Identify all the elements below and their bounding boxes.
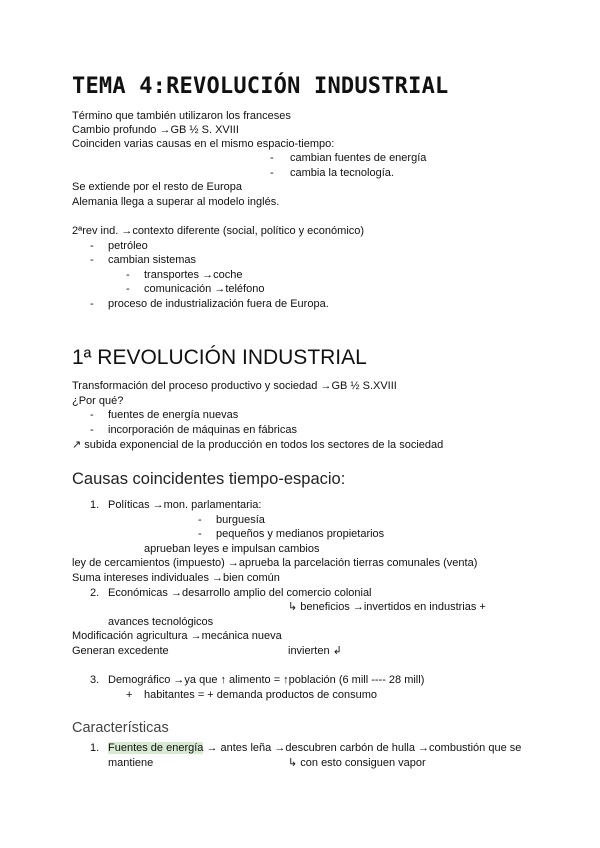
intro-line-5: Alemania llega a superar al modelo inglés. [72, 196, 280, 208]
list-number: 1. [90, 742, 100, 754]
causa-text: ley de cercamientos (impuesto) →aprueba la parcelación tierras comunales (venta) [72, 557, 478, 569]
caracteristica-text: ↳ con esto consiguen vapor [288, 757, 426, 769]
bullet-dash: - [270, 167, 274, 179]
highlighted-text: Fuentes de energía [108, 742, 204, 754]
causa-text: Suma intereses individuales →bien común [72, 572, 280, 584]
intro-line-2: Cambio profundo →GB ½ S. XVIII [72, 124, 239, 136]
section-line-3: ↗ subida exponencial de la producción en todos los sectores de la sociedad [72, 439, 444, 451]
section-heading: 1ª REVOLUCIÓN INDUSTRIAL [72, 346, 367, 369]
plus-marker: + [126, 689, 133, 701]
bullet-dash: - [90, 254, 94, 266]
causa-text: invierten ↲ [288, 645, 342, 657]
bullet-dash: - [198, 528, 202, 540]
bullet-dash: - [90, 409, 94, 421]
intro-line-4: Se extiende por el resto de Europa [72, 181, 243, 193]
page-title: TEMA 4:REVOLUCIÓN INDUSTRIAL [72, 74, 449, 99]
causa-text: ↳ beneficios →invertidos en industrias + [288, 601, 486, 613]
intro-bullet-7: proceso de industrialización fuera de Europa. [108, 298, 329, 310]
bullet-dash: - [198, 514, 202, 526]
caracteristicas-heading: Características [72, 720, 169, 736]
bullet-dash: - [90, 424, 94, 436]
bullet-dash: - [126, 283, 130, 295]
section-bullet-2: incorporación de máquinas en fábricas [108, 424, 297, 436]
list-number: 3. [90, 674, 100, 686]
causa-text: avances tecnológicos [108, 616, 214, 628]
caracteristica-text: mantiene [108, 757, 154, 769]
section-bullet-1: fuentes de energía nuevas [108, 409, 239, 421]
causa-text: Generan excedente [72, 645, 169, 657]
causa-text: habitantes = + demanda productos de consumo [144, 689, 377, 701]
caracteristica-line [108, 742, 521, 755]
causa-text: Modificación agricultura →mecánica nueva [72, 630, 282, 642]
bullet-dash: - [126, 269, 130, 281]
intro-bullet-1: cambian fuentes de energía [290, 152, 427, 164]
intro-line-1: Término que también utilizaron los franceses [72, 110, 291, 122]
intro-bullet-5: transportes →coche [144, 269, 243, 281]
intro-bullet-6: comunicación →teléfono [144, 283, 265, 295]
bullet-dash: - [90, 298, 94, 310]
causa-text: aprueban leyes e impulsan cambios [144, 543, 320, 555]
section-line-2: ¿Por qué? [72, 395, 124, 407]
causa-politicas: Políticas →mon. parlamentaria: [108, 499, 262, 511]
list-number: 1. [90, 499, 100, 511]
intro-bullet-2: cambia la tecnología. [290, 167, 394, 179]
causas-heading: Causas coincidentes tiempo-espacio: [72, 470, 346, 488]
intro-bullet-3: petróleo [108, 240, 148, 252]
intro-line-3: Coinciden varias causas en el mismo espacio-tiempo: [72, 138, 335, 150]
intro-bullet-4: cambian sistemas [108, 254, 197, 266]
caracteristica-text: → antes leña →descubren carbón de hulla →combustión que se [203, 742, 522, 754]
causa-bullet-1: burguesía [216, 514, 265, 526]
intro-line-6: 2ªrev ind. →contexto diferente (social, político y económico) [72, 225, 365, 237]
causa-demografico: Demográfico →ya que ↑ alimento = ↑población (6 mill ---- 28 mill) [108, 674, 425, 686]
list-number: 2. [90, 587, 100, 599]
causa-bullet-2: pequeños y medianos propietarios [216, 528, 385, 540]
section-line-1: Transformación del proceso productivo y sociedad →GB ½ S.XVIII [72, 380, 397, 392]
bullet-dash: - [270, 152, 274, 164]
bullet-dash: - [90, 240, 94, 252]
causa-economicas: Económicas →desarrollo amplio del comercio colonial [108, 587, 372, 599]
